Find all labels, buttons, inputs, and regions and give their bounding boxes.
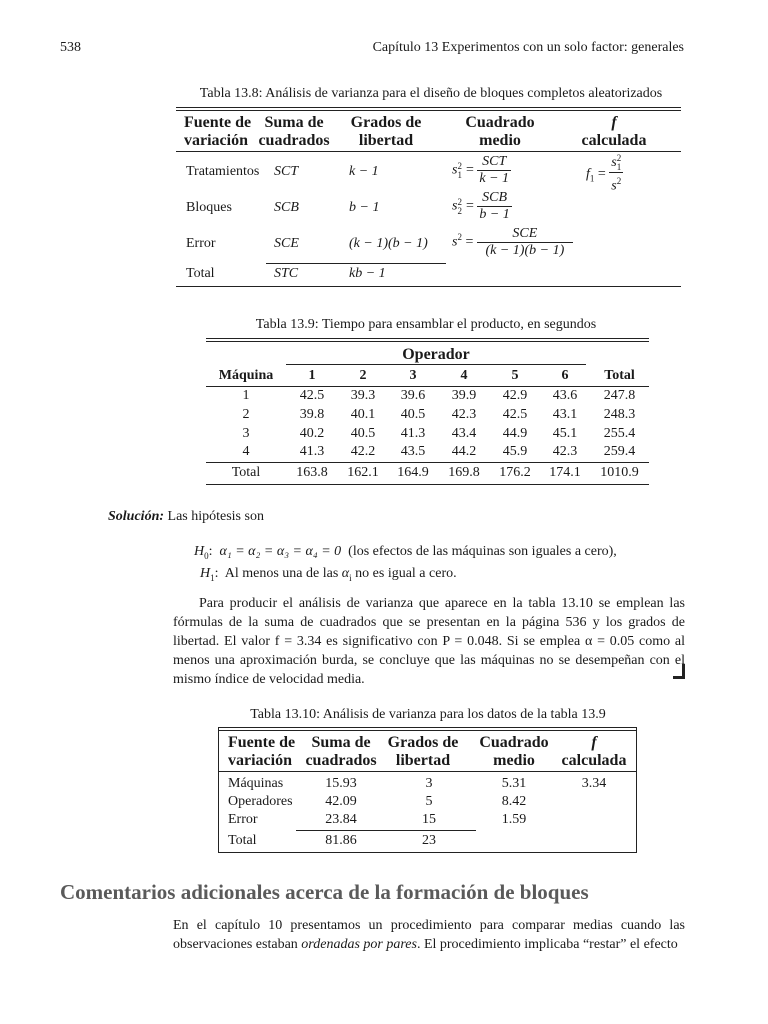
- t139-header-row: [206, 366, 649, 386]
- section-title: Comentarios adicionales acerca de la formación de bloques: [60, 880, 589, 904]
- t139-cell: 248.3: [603, 406, 636, 422]
- t139-cell: 40.1: [350, 406, 376, 422]
- t139-cell: 43.1: [552, 406, 578, 422]
- t1310-header-grados: Grados de libertad: [387, 734, 459, 769]
- t1310-header-fuente: Fuente de variación: [228, 734, 296, 769]
- t139-cell: 4: [242, 444, 250, 460]
- solution-intro: [108, 509, 264, 525]
- page-number: 538: [60, 40, 81, 55]
- t139-cell: 163.8: [296, 465, 328, 480]
- t138-row-tratamientos-f: $f_1$ = s 2 1 $s^2$: [586, 153, 622, 194]
- t139-cell: 42.3: [451, 406, 477, 422]
- t138-row-error-grados: (k − 1)(b − 1): [349, 236, 428, 251]
- t1310-total-label: Total: [228, 833, 257, 848]
- t139-cell: 39.6: [400, 387, 426, 403]
- t1310-header-suma: Suma de cuadrados: [305, 734, 377, 769]
- t139-header-col: 3: [409, 367, 417, 383]
- table-13-8-bottom-rule: [176, 286, 681, 287]
- t139-cell: Total: [231, 465, 261, 480]
- end-of-proof-icon: [673, 664, 685, 679]
- t139-cell: 176.2: [499, 465, 531, 480]
- t138-total-rule: [266, 263, 446, 264]
- t139-cell: 45.9: [502, 444, 528, 460]
- t1310-total-suma: 81.86: [325, 833, 357, 848]
- t139-cell: 40.5: [400, 406, 426, 422]
- t139-cell: 42.5: [299, 387, 325, 403]
- t1310-left-rule: [218, 727, 219, 852]
- t139-cell: 44.2: [451, 444, 477, 460]
- t138-row-bloques-suma: SCB: [274, 200, 299, 215]
- t139-cell: 39.9: [451, 387, 477, 403]
- t139-header-col: 2: [359, 367, 367, 383]
- t138-header-fuente: Fuente de variación: [184, 114, 252, 149]
- table-13-10-bottom-rule: [218, 852, 637, 853]
- t1310-col-grados: 3 5 15: [422, 776, 436, 827]
- t1310-total-rule: [296, 830, 476, 831]
- t139-cell: 174.1: [549, 465, 581, 480]
- t139-operador-rule: [286, 364, 586, 365]
- t139-cell: 162.1: [347, 465, 379, 480]
- t138-header-f: f calculada: [581, 114, 647, 149]
- t139-cell: 255.4: [603, 425, 636, 441]
- table-13-9-top-rule: [206, 338, 649, 339]
- t139-cell: 42.2: [350, 444, 376, 460]
- h0-note: (los efectos de las máquinas son iguales a cero),: [348, 544, 617, 559]
- t139-cell: 247.8: [603, 387, 636, 403]
- t139-cell: 43.4: [451, 425, 477, 441]
- hypothesis-h0: $H_0$: α₁ = α₂ = α₃ = α₄ = 0 (los efectos de las máquinas son iguales a cero),: [194, 544, 617, 561]
- t139-cell: 43.6: [552, 387, 578, 403]
- t139-cell: 42.5: [502, 406, 528, 422]
- t138-row-error-ms: $s^2$ = $\frac{\text{SCE}}{(k - 1)(b - 1)}$: [452, 226, 573, 259]
- t139-cell: 169.8: [448, 465, 480, 480]
- t1310-total-grados: 23: [422, 833, 436, 848]
- t138-row-bloques-grados: b − 1: [349, 200, 380, 215]
- table-row: [206, 443, 649, 462]
- solution-label: Solución:: [108, 509, 165, 524]
- t139-cell: 164.9: [397, 465, 429, 480]
- t139-cell: 41.3: [299, 444, 325, 460]
- table-13-9-caption: Tabla 13.9: Tiempo para ensamblar el producto, en segundos: [255, 317, 597, 332]
- table-row: Máquinas: [228, 776, 284, 791]
- t1310-col-f: 3.34: [581, 776, 607, 791]
- t138-row-total-suma: STC: [274, 266, 299, 281]
- t139-header-maquina: Máquina: [218, 367, 274, 383]
- t138-row-tratamientos-ms: s 2 1 = $\frac{\text{SCT}}{k - 1}$: [452, 154, 510, 186]
- table-row: Operadores: [228, 794, 293, 809]
- t1310-header-cuadrado: Cuadrado medio: [479, 734, 549, 769]
- table-13-10-top-rule-2: [218, 730, 637, 731]
- t139-header-col: 5: [511, 367, 519, 383]
- t1310-col-suma: 15.93 42.09 23.84: [325, 776, 357, 827]
- t139-cell: 259.4: [603, 444, 636, 460]
- h0-equation: α₁ = α₂ = α₃ = α₄ = 0: [219, 544, 342, 559]
- t139-cell: 43.5: [400, 444, 426, 460]
- t139-header-col: 1: [308, 367, 316, 383]
- t139-header-col: 6: [561, 367, 569, 383]
- t1310-header-f: f calculada: [561, 734, 627, 769]
- t138-row-tratamientos-fuente: Tratamientos: [186, 164, 260, 179]
- table-row: [206, 405, 649, 424]
- table-13-10-top-rule: [218, 727, 637, 728]
- t138-row-bloques-fuente: Bloques: [186, 200, 232, 215]
- t139-cell: 44.9: [502, 425, 528, 441]
- solution-paragraph: Para producir el análisis de varianza que aparece en la tabla 13.10 se emplean las fórmulas de la suma de cuadrados que se presentan en la página 536 y los grados de libertad. El valor f = 3.34 es significativo con P = 0.048. Si se emplea α = 0.05 como al menos una aproximación burda, se concluye que las máquinas no se desempeñan con el mismo índice de velocidad media.: [173, 596, 685, 687]
- t138-header-cuadrado: Cuadrado medio: [465, 114, 535, 149]
- section-paragraph: En el capítulo 10 presentamos un procedimiento para comparar medias cuando las observaciones estaban ordenadas por pares. El procedimiento implicaba “restar” el efecto: [173, 918, 685, 952]
- t139-cell: 40.5: [350, 425, 376, 441]
- t138-row-error-suma: SCE: [274, 236, 299, 251]
- t138-row-total-fuente: Total: [186, 266, 215, 281]
- t139-cell: 45.1: [552, 425, 578, 441]
- t138-header-rule: [176, 151, 681, 152]
- table-row: [206, 386, 649, 405]
- table-13-8-top-rule-2: [176, 110, 681, 111]
- table-13-10-caption: Tabla 13.10: Análisis de varianza para los datos de la tabla 13.9: [250, 707, 606, 722]
- t139-cell: 3: [242, 425, 250, 441]
- t138-row-tratamientos-grados: k − 1: [349, 164, 379, 179]
- t1310-header-rule: [218, 771, 637, 772]
- t139-header-col: 4: [460, 367, 468, 383]
- t138-header-grados: Grados de libertad: [350, 114, 422, 149]
- table-13-9-top-rule-2: [206, 341, 649, 342]
- solution-intro-text: Las hipótesis son: [167, 509, 264, 524]
- t139-cell: 42.9: [502, 387, 528, 403]
- t139-cell: 39.3: [350, 387, 376, 403]
- t139-totals-row: [206, 462, 649, 484]
- t139-cell: 1010.9: [600, 465, 639, 480]
- t139-cell: 39.8: [299, 406, 325, 422]
- table-13-8-top-rule: [176, 107, 681, 108]
- t139-cell: 1: [242, 387, 250, 403]
- t139-cell: 40.2: [299, 425, 325, 441]
- table-13-8-caption: Tabla 13.8: Análisis de varianza para el diseño de bloques completos aleatorizados: [199, 86, 663, 101]
- t1310-col-fuente: [228, 775, 293, 829]
- t139-header-total: Total: [604, 367, 635, 383]
- t139-operador-header: Operador: [402, 346, 470, 363]
- t138-row-bloques-ms: s 2 2 = $\frac{\text{SCB}}{b - 1}$: [452, 190, 510, 222]
- table-row: Error: [228, 812, 258, 827]
- table-13-9: [206, 366, 649, 485]
- running-title: Capítulo 13 Experimentos con un solo factor: generales: [372, 40, 684, 55]
- t138-row-error-fuente: Error: [186, 236, 216, 251]
- t1310-right-rule: [636, 727, 637, 852]
- t138-row-tratamientos-suma: SCT: [274, 164, 299, 179]
- t138-header-suma: Suma de cuadrados: [258, 114, 330, 149]
- t138-row-total-grados: kb − 1: [349, 266, 386, 281]
- hypothesis-h1: $H_1$: Al menos una de las $\alpha_i$ no es igual a cero.: [200, 566, 457, 583]
- t139-cell: 41.3: [400, 425, 426, 441]
- t1310-col-cuadrado: 5.31 8.42 1.59: [501, 776, 527, 827]
- t139-cell: 42.3: [552, 444, 578, 460]
- table-row: [206, 424, 649, 443]
- t139-cell: 2: [242, 406, 250, 422]
